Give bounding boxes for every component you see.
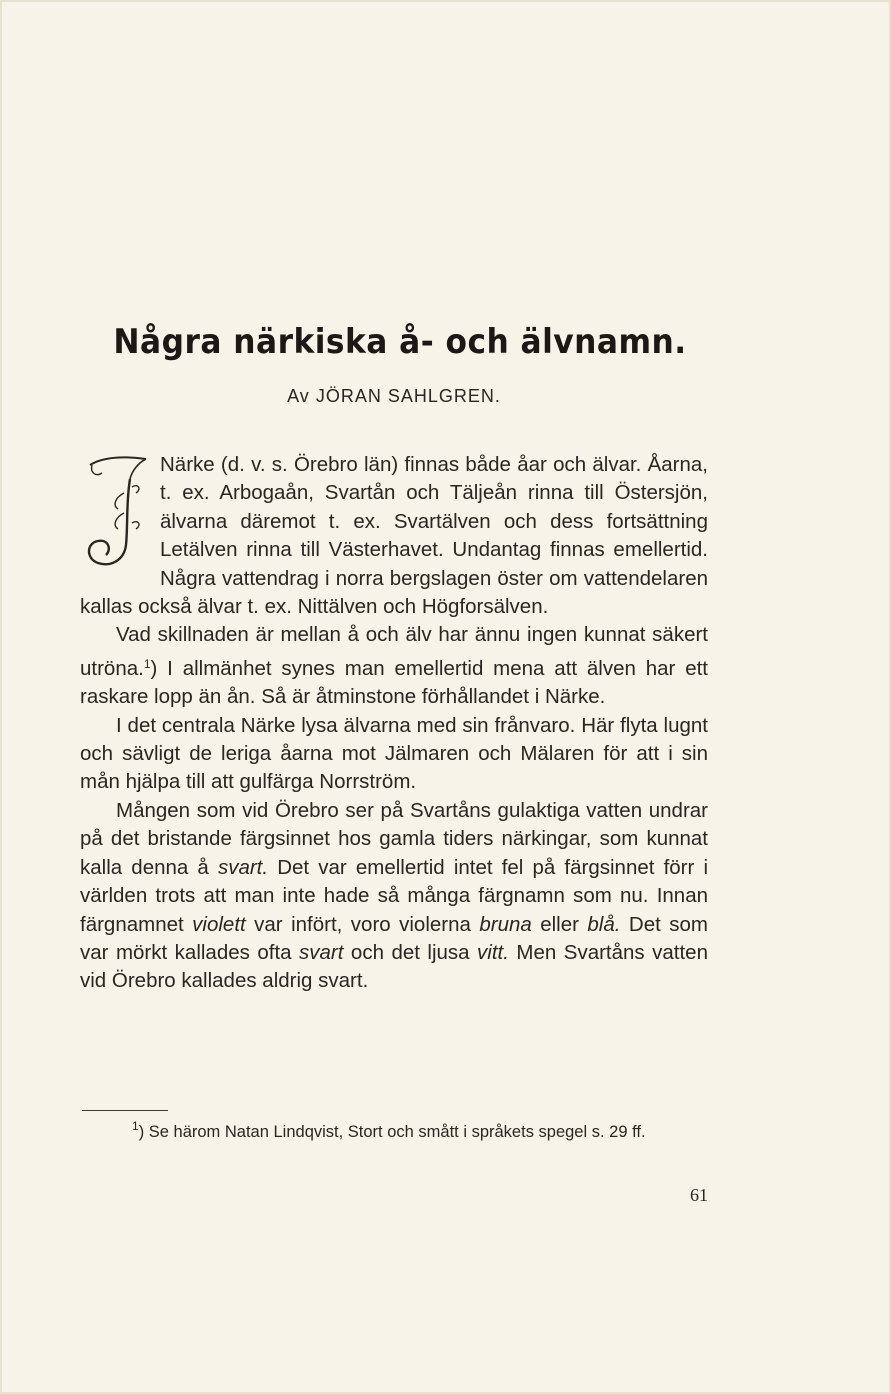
paragraph-1-text: Närke (d. v. s. Örebro län) finnas både åar och älvar. Åarna, t. ex. Arbogaån, Svartån och Täljeån rinna till Östersjön, älvarna däremot t. ex. Svartälven och dess fortsättning Letälven rinna till Västerhavet. Undantag finnas emellertid. Några vattendrag i norra bergslagen öster om vattendelaren kallas också älvar t. ex. Nittälven och Högforsälven. — [80, 453, 708, 619]
footnote-reference: 1 — [143, 656, 151, 671]
footnote-text: ) Se härom Natan Lindqvist, Stort och smått i språkets spegel s. 29 ff. — [138, 1123, 646, 1141]
author-name: JÖRAN SAHLGREN. — [315, 386, 501, 406]
footnote-divider — [82, 1110, 168, 1111]
page-number: 61 — [690, 1185, 708, 1205]
footnote-marker: 1 — [132, 1119, 139, 1133]
paragraph-2: Vad skillnaden är mellan å och älv har ännu ingen kunnat säkert utröna.$^1$) I allmänhet synes man emellertid mena att älven har ett raskare lopp än ån. Så är åtminstone förhållandet i Närke. — [80, 623, 708, 709]
paragraph-4: Mången som vid Örebro ser på Svartåns gulaktiga vatten undrar på det bristande färgsinnet hos gamla tiders närkingar, som kunnat kalla denna å svart. Det var emellertid intet fel på färgsinnet förr i världen trots att man inte hade så många färgnamn som nu. Innan färgnamnet violett var infört, voro violerna bruna eller blå. Det som var mörkt kallades ofta svart och det ljusa vitt. Men Svartåns vatten vid Örebro kallades aldrig svart. — [80, 798, 708, 993]
paragraph-3: I det centrala Närke lysa älvarna med sin frånvaro. Här flyta lugnt och sävligt de leriga åarna mot Jälmaren och Mälaren för att i sin mån hjälpa till att gulfärga Norrström. — [80, 713, 708, 794]
ornamental-initial-icon — [80, 453, 152, 571]
paragraph-1 — [80, 451, 708, 621]
article-body — [80, 451, 708, 996]
article-title: Några närkiska å- och älvnamn. — [113, 322, 687, 362]
ornamental-initial — [80, 453, 152, 571]
author-byline — [80, 386, 708, 407]
footnote — [80, 1116, 708, 1143]
author-prefix: Av — [287, 386, 310, 406]
